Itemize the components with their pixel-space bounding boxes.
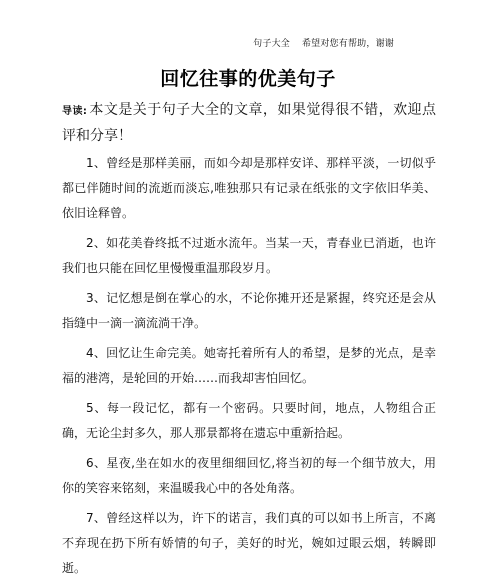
intro-label: 导读: [62,106,87,117]
intro-text: 本文是关于句子大全的文章，如果觉得很不错，欢迎点评和分享！ [62,102,437,144]
page-header [0,36,394,49]
document-body [62,98,436,586]
document-title: 回忆往事的优美句子 [160,68,336,90]
header-left-text: 句子大全 [253,39,290,49]
sentence-paragraph-1: 1、曾经是那样美丽，而如今却是那样安详、那样平淡，一切似乎都已伴随时间的流逝而淡忘,唯独那只有记录在纸张的文字依旧华美、依旧诠释曾。 [62,156,436,220]
sentence-paragraph-6: 6、星夜,坐在如水的夜里细细回忆,将当初的每一个细节放大，用你的笑容来铭刻，来温暖我心中的各处角落。 [62,456,436,495]
sentence-paragraph-2: 2、如花美眷终抵不过逝水流年。当某一天，青春业已消逝，也许我们也只能在回忆里慢慢重温那段岁月。 [62,236,436,275]
intro-paragraph [62,98,436,149]
sentence-paragraph-7: 7、曾经这样以为，许下的诺言，我们真的可以如书上所言，不离不弃现在扔下所有娇情的句子，美好的时光，婉如过眼云烟，转瞬即逝。 [62,511,436,575]
sentence-paragraph-4: 4、回忆让生命完美。她寄托着所有人的希望，是梦的光点，是幸福的港湾，是轮回的开始……而我却害怕回忆。 [62,346,436,385]
sentence-paragraph-5: 5、每一段记忆，都有一个密码。只要时间，地点，人物组合正确，无论尘封多久，那人那景都将在遗忘中重新拾起。 [62,401,436,440]
sentence-paragraph-3: 3、记忆想是倒在掌心的水，不论你摊开还是紧握，终究还是会从指缝中一滴一滴流淌干净。 [62,291,436,330]
header-right-text: 希望对您有帮助，谢谢 [301,39,394,49]
